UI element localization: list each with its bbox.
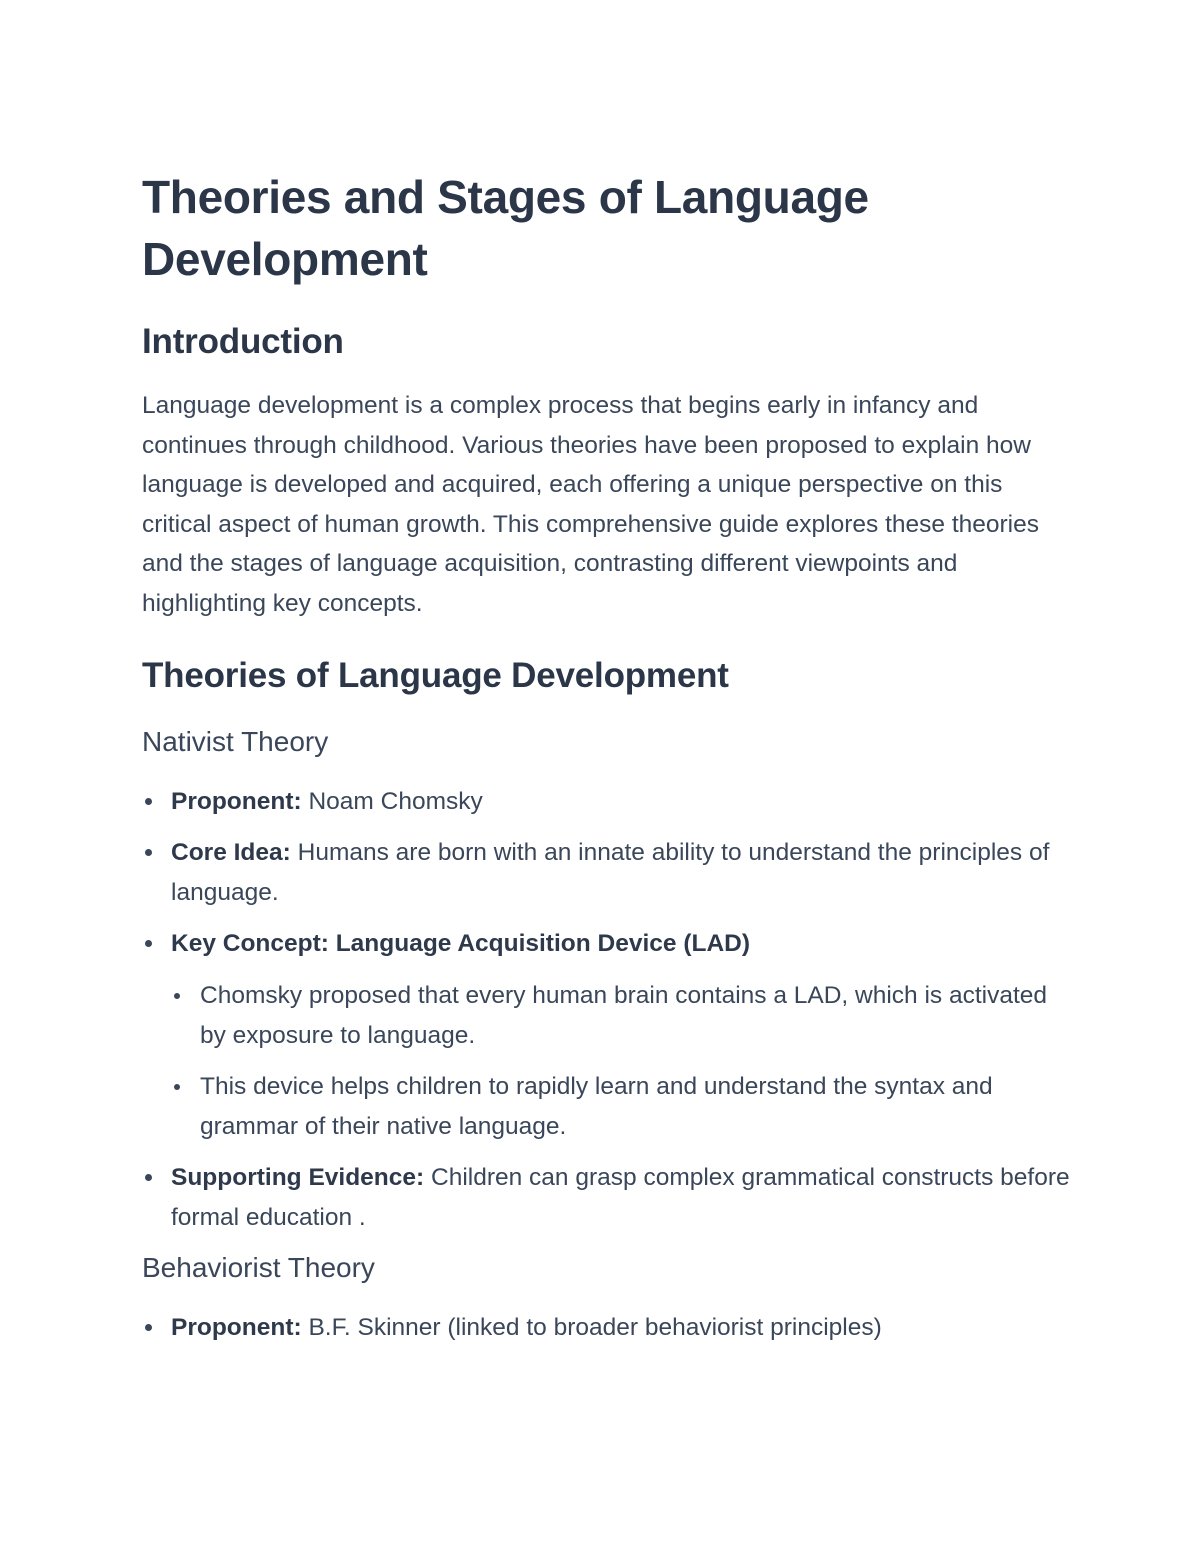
behaviorist-theory-heading: Behaviorist Theory [142, 1251, 375, 1283]
list-item-evidence [142, 1158, 1072, 1237]
core-idea-value: Humans are born with an innate ability to understand the principles of language. [171, 839, 1050, 906]
list-item-core-idea [142, 833, 1072, 912]
nativist-theory-heading: Nativist Theory [142, 725, 329, 757]
key-concept-point: Chomsky proposed that every human brain contains a LAD, which is activated by exposure to language. [200, 981, 1048, 1049]
introduction-paragraph: Language development is a complex process that begins early in infancy and continues through childhood. Various theories have been proposed to explain how language is developed and acquired, each offering a unique perspective on this critical aspect of human growth. This comprehensive guide explores these theories and the stages of language acquisition, contrasting different viewpoints and highlighting key concepts. [142, 392, 1039, 617]
bullet-icon [145, 940, 152, 947]
proponent-label: Proponent: [171, 1313, 302, 1341]
list-item-proponent [142, 1308, 1072, 1348]
proponent-value: Noam Chomsky [301, 787, 483, 815]
proponent-label: Proponent: [171, 787, 302, 815]
list-item-proponent [142, 782, 1072, 822]
bullet-icon [145, 1174, 152, 1181]
proponent-value: B.F. Skinner (linked to broader behaviorist principles) [301, 1313, 882, 1341]
introduction-heading: Introduction [142, 322, 344, 361]
document-page [142, 166, 1072, 1347]
evidence-label: Supporting Evidence: [171, 1164, 425, 1192]
bullet-icon [174, 1084, 180, 1090]
evidence-value: Children can grasp complex grammatical constructs before formal education . [171, 1164, 1070, 1231]
list-item-key-concept [142, 924, 1072, 964]
bullet-icon [145, 1324, 152, 1331]
document-title: Theories and Stages of Language Development [142, 171, 869, 285]
sub-list-item [171, 976, 1072, 1055]
bullet-icon [145, 798, 152, 805]
theories-heading: Theories of Language Development [142, 655, 729, 695]
bullet-icon [145, 849, 152, 856]
bullet-icon [174, 993, 180, 999]
nativist-theory-list [142, 782, 1072, 1238]
sub-list-item [171, 1067, 1072, 1146]
key-concept-point: This device helps children to rapidly learn and understand the syntax and grammar of their native language. [200, 1073, 993, 1140]
behaviorist-theory-list [142, 1308, 1072, 1348]
core-idea-label: Core Idea: [171, 839, 291, 867]
key-concept-label: Key Concept: Language Acquisition Device (LAD) [171, 930, 750, 958]
